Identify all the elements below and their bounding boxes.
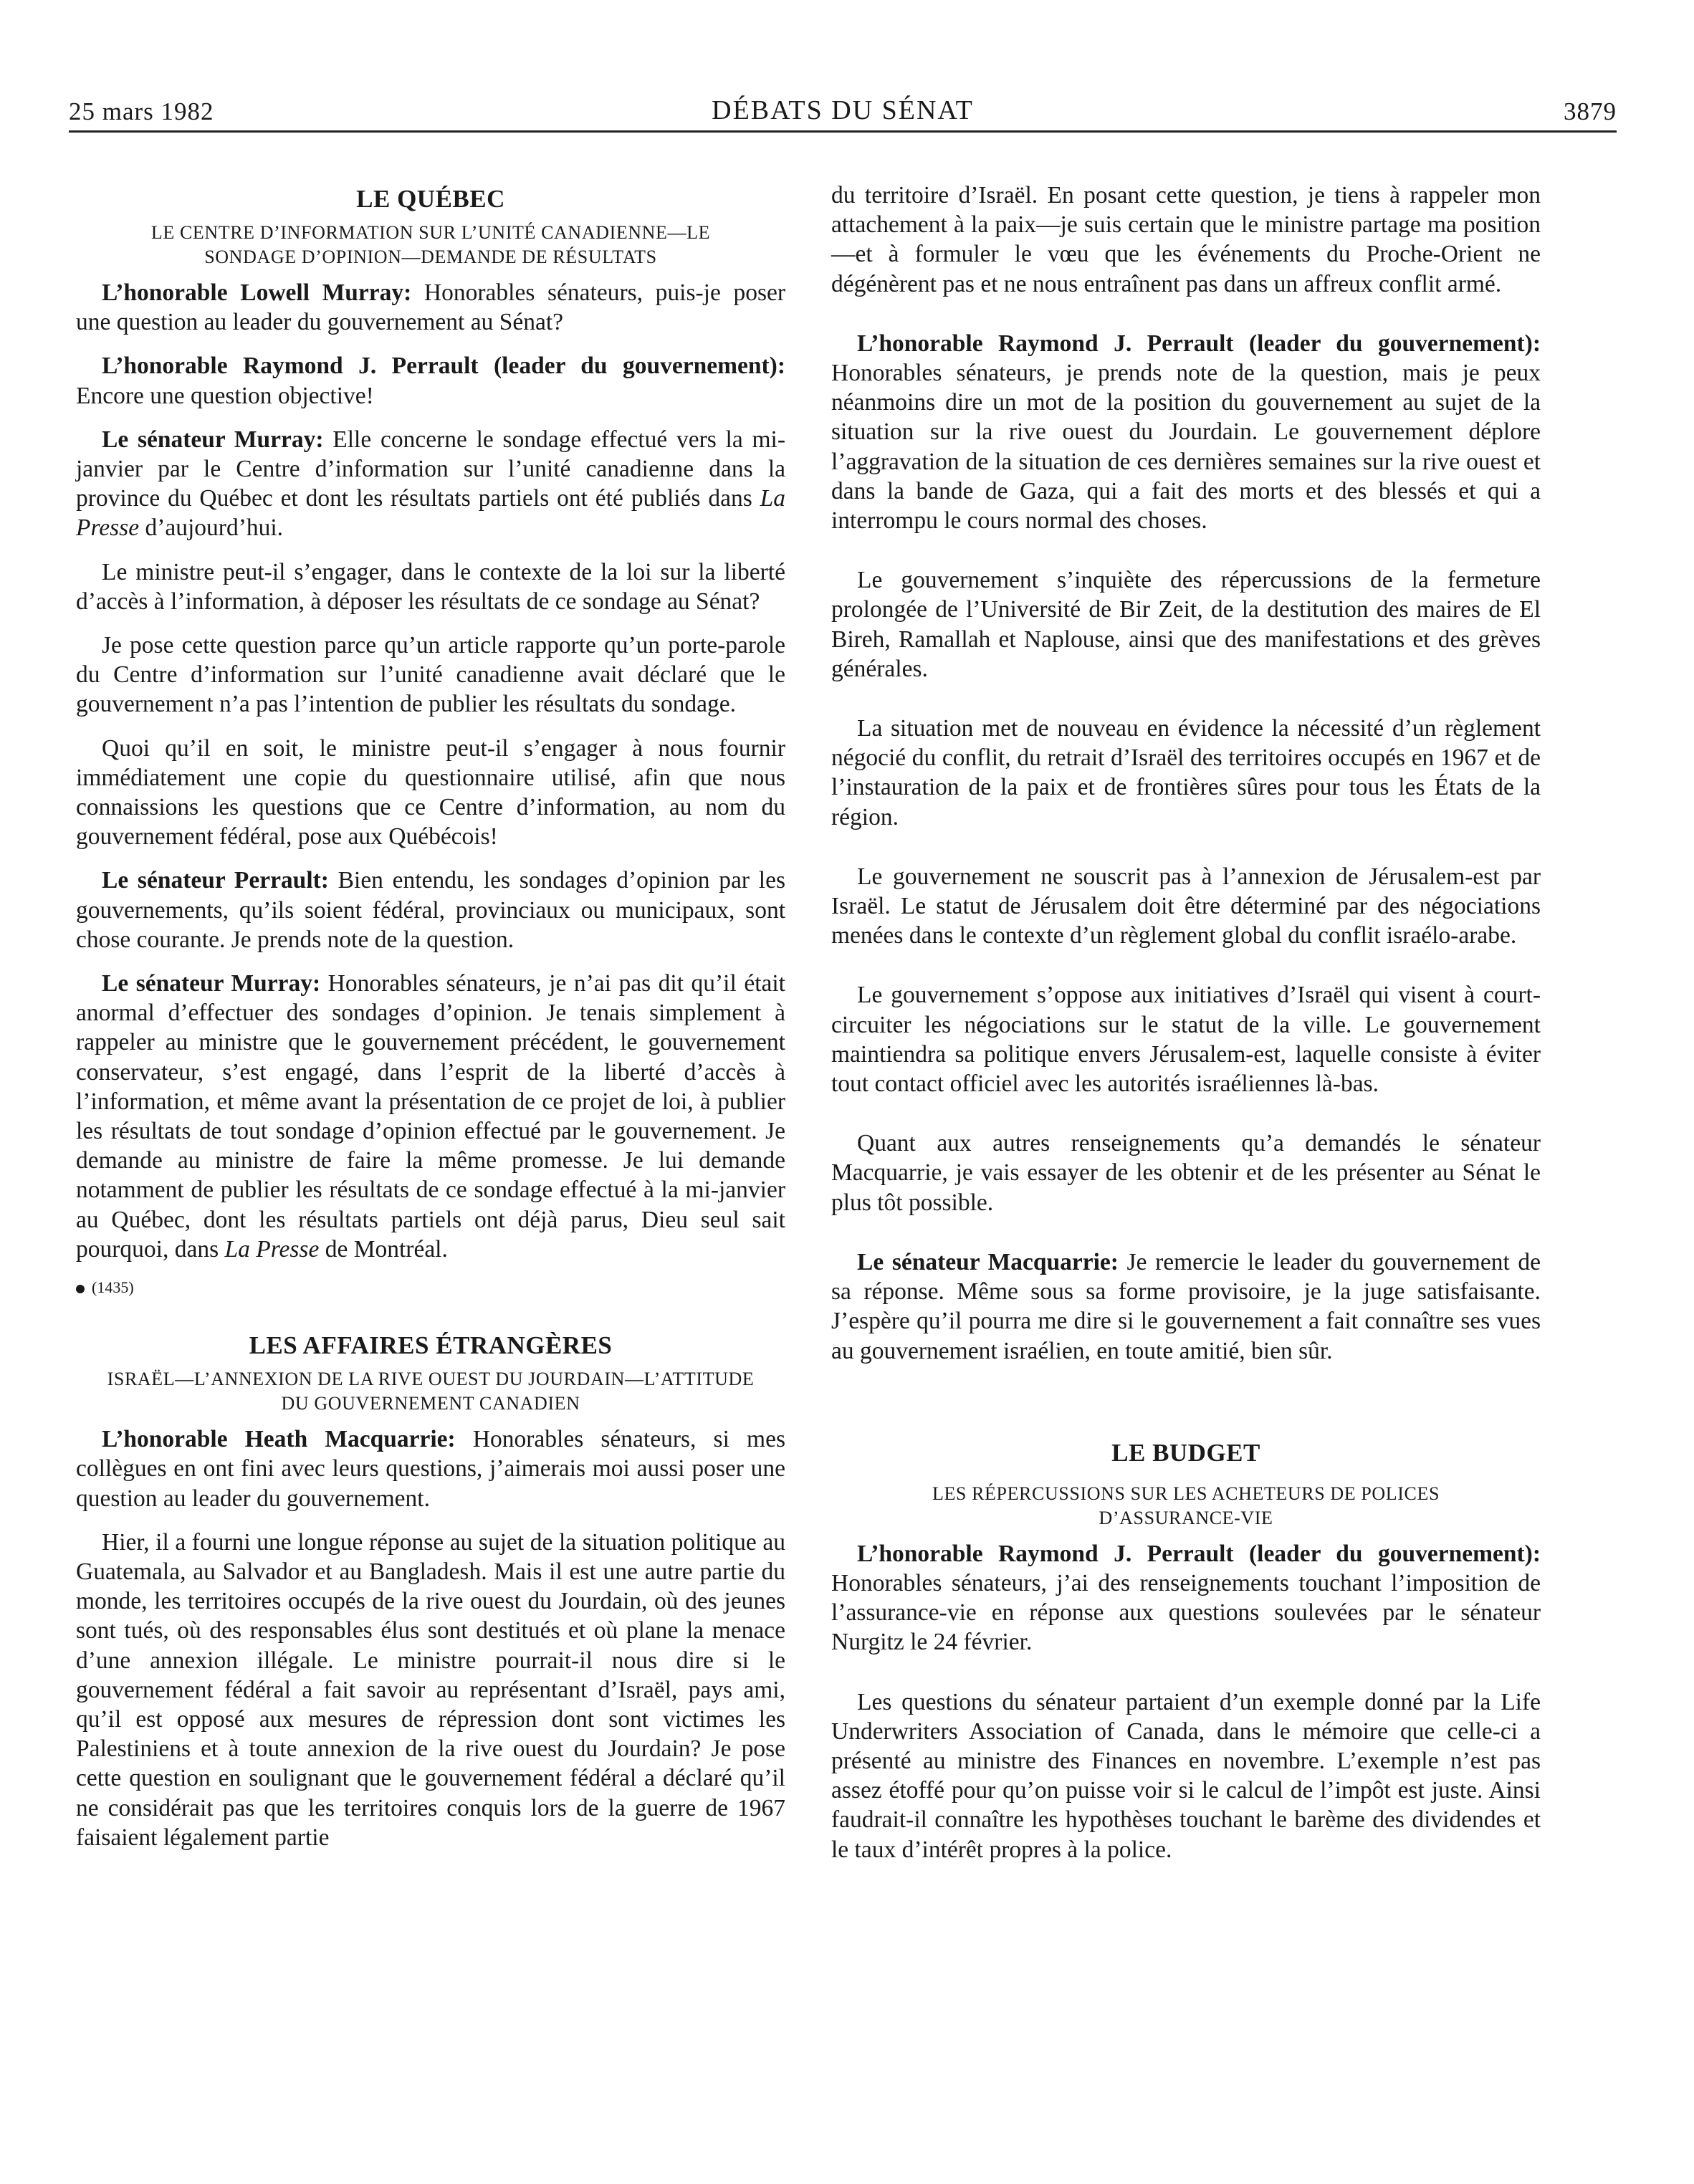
time-marker: (1435) <box>76 1278 785 1297</box>
paragraph: Le ministre peut-il s’engager, dans le contexte de la loi sur la liberté d’accès à l’information, à déposer les résultats de ce sondage au Sénat? <box>76 558 785 615</box>
paragraph: L’honorable Raymond J. Perrault (leader du gouvernement): Honorables sénateurs, j’ai des renseignements touchant l’imposition de l’assurance-vie en réponse aux questions soulevées par le sénateur Nurgitz le 24 février. <box>831 1540 1541 1656</box>
section-title-quebec: LE QUÉBEC <box>356 185 505 213</box>
right-column <box>831 181 1541 1895</box>
paragraph: Hier, il a fourni une longue réponse au sujet de la situation politique au Guatemala, au Salvador et au Bangladesh. Mais il est une autre partie du monde, les territoires occupés de la rive ouest du Jourdain, où des jeunes sont tués, où des responsables élus sont destitués et où plane la menace d’une annexion illégale. Le ministre pourrait-il nous dire si le gouvernement fédéral a fait savoir au représentant d’Israël, pays ami, qu’il est opposé aux mesures de répression dont sont victimes les Palestiniens et à toute annexion de la rive ouest du Jourdain? Je pose cette question en soulignant que le gouvernement fédéral a déclaré qu’il ne considérait pas que les territoires conquis lors de la guerre de 1967 faisaient légalement partie <box>76 1528 785 1851</box>
paragraph: L’honorable Lowell Murray: Honorables sénateurs, puis-je poser une question au leader du gouvernement au Sénat? <box>76 279 786 336</box>
speaker: L’honorable Raymond J. Perrault (leader du gouvernement): <box>102 353 785 380</box>
paragraph: Le gouvernement s’oppose aux initiatives d’Israël qui visent à court-circuiter les négociations sur le statut de la ville. Le gouvernement maintiendra sa politique envers Jérusalem-est, laquelle consiste à éviter tout contact officiel avec les autorités israéliennes là-bas. <box>831 982 1541 1098</box>
paragraph: Le sénateur Murray: Honorables sénateurs, je n’ai pas dit qu’il était anormal d’effectuer des sondages d’opinion. Je tenais simplement à rappeler au ministre que le gouvernement précédent, le gouvernement conservateur, s’est engagé, dans l’esprit de la liberté d’accès à l’information, et même avant la présentation de ce projet de loi, à publier les résultats de tout sondage d’opinion effectué par le gouvernement. Je demande au ministre de faire la même promesse. Je lui demande notamment de publier les résultats de ce sondage effectué à la mi-janvier au Québec, dont les résultats partiels ont déjà parus, Dieu seul sait pourquoi, dans La Presse de Montréal. <box>76 970 785 1263</box>
paragraph: Je pose cette question parce qu’un article rapporte qu’un porte-parole du Centre d’information sur l’unité canadienne avait déclaré que le gouvernement n’a pas l’intention de publier les résultats du sondage. <box>76 632 785 718</box>
section-title-foreign-affairs: LES AFFAIRES ÉTRANGÈRES <box>249 1331 613 1360</box>
speaker: Le sénateur Macquarrie: <box>857 1248 1119 1275</box>
paragraph: La situation met de nouveau en évidence la nécessité d’un règlement négocié du conflit, du retrait d’Israël des territoires occupés en 1967 et de l’instauration de la paix et de frontières sûres pour tous les États de la région. <box>831 715 1541 830</box>
header-page-number: 3879 <box>1564 97 1617 125</box>
section-subtitle-quebec: LE CENTRE D’INFORMATION SUR L’UNITÉ CANADIENNE—LE SONDAGE D’OPINION—DEMANDE DE RÉSULTATS <box>150 222 711 267</box>
paragraph: Le gouvernement s’inquiète des répercussions de la fermeture prolongée de l’Université de Bir Zeit, de la destitution des maires de El Bireh, Ramallah et Naplouse, ainsi que des manifestations et des grèves générales. <box>831 567 1541 682</box>
header-title: DÉBATS DU SÉNAT <box>712 95 974 125</box>
paragraph: Le sénateur Murray: Elle concerne le sondage effectué vers la mi-janvier par le Centre d’information sur l’unité canadienne dans la province du Québec et dont les résultats partiels ont été publiés dans La Presse d’aujourd’hui. <box>76 426 785 542</box>
speaker: L’honorable Lowell Murray: <box>102 279 412 306</box>
left-column <box>76 181 785 1867</box>
speaker: Le sénateur Murray: <box>102 970 321 997</box>
speaker: L’honorable Raymond J. Perrault (leader du gouvernement): <box>857 330 1541 357</box>
speaker: L’honorable Raymond J. Perrault (leader du gouvernement): <box>857 1540 1541 1567</box>
speaker: L’honorable Heath Macquarrie: <box>102 1426 456 1453</box>
page-header <box>69 92 1617 133</box>
section-title-budget: LE BUDGET <box>1111 1438 1260 1467</box>
paragraph: Quant aux autres renseignements qu’a demandés le sénateur Macquarrie, je vais essayer de les obtenir et de les présenter au Sénat le plus tôt possible. <box>831 1130 1541 1216</box>
paragraph: L’honorable Raymond J. Perrault (leader du gouvernement): Honorables sénateurs, je prends note de la question, mais je peux néanmoins dire un mot de la position du gouvernement au sujet de la situation sur la rive ouest du Jourdain. Le gouvernement déplore l’aggravation de la situation de ces dernières semaines sur la rive ouest et dans la bande de Gaza, qui a fait des morts et des blessés et qui a interrompu le cours normal des choses. <box>831 330 1541 535</box>
section-subtitle-budget: LES RÉPERCUSSIONS SUR LES ACHETEURS DE POLICES D’ASSURANCE-VIE <box>932 1483 1440 1528</box>
paragraph: L’honorable Raymond J. Perrault (leader du gouvernement): Encore une question objective! <box>76 353 785 409</box>
section-subtitle-foreign-affairs: ISRAËL—L’ANNEXION DE LA RIVE OUEST DU JOURDAIN—L’ATTITUDE DU GOUVERNEMENT CANADIEN <box>107 1369 755 1414</box>
speaker: Le sénateur Murray: <box>102 426 324 453</box>
paragraph: Le gouvernement ne souscrit pas à l’annexion de Jérusalem-est par Israël. Le statut de Jérusalem doit être déterminé par des négociations menées dans le contexte d’un règlement global du conflit israélo-arabe. <box>831 863 1541 949</box>
paragraph: du territoire d’Israël. En posant cette question, je tiens à rappeler mon attachement à la paix—je suis certain que le ministre partage ma position—et à formuler le vœu que les événements du Proche-Orient ne dégénèrent pas et ne nous entraînent pas dans un affreux conflit armé. <box>831 182 1541 297</box>
bullet-icon <box>76 1285 85 1293</box>
paragraph: L’honorable Heath Macquarrie: Honorables sénateurs, si mes collègues en ont fini avec leurs questions, j’aimerais moi aussi poser une question au leader du gouvernement. <box>76 1426 785 1512</box>
paragraph: Les questions du sénateur partaient d’un exemple donné par la Life Underwriters Association of Canada, dans le mémoire que celle-ci a présenté au ministre des Finances en novembre. L’exemple n’est pas assez étoffé pour qu’on puisse voir si le calcul de l’impôt est juste. Ainsi faudrait-il connaître les hypothèses touchant le barème des dividendes et le taux d’intérêt propres à la police. <box>831 1688 1541 1863</box>
paragraph: Le sénateur Perrault: Bien entendu, les sondages d’opinion par les gouvernements, qu’ils soient fédéral, provinciaux ou municipaux, sont chose courante. Je prends note de la question. <box>76 867 785 953</box>
paragraph: Le sénateur Macquarrie: Je remercie le leader du gouvernement de sa réponse. Même sous sa forme provisoire, je la juge satisfaisante. J’espère qu’il pourra me dire si le gouvernement a fait connaître ses vues au gouvernement israélien, en toute amitié, bien sûr. <box>831 1248 1541 1364</box>
paragraph: Quoi qu’il en soit, le ministre peut-il s’engager à nous fournir immédiatement une copie du questionnaire utilisé, afin que nous connaissions les questions que ce Centre d’information, au nom du gouvernement fédéral, pose aux Québécois! <box>76 734 785 851</box>
speaker: Le sénateur Perrault: <box>102 867 329 894</box>
header-date: 25 mars 1982 <box>69 97 214 125</box>
